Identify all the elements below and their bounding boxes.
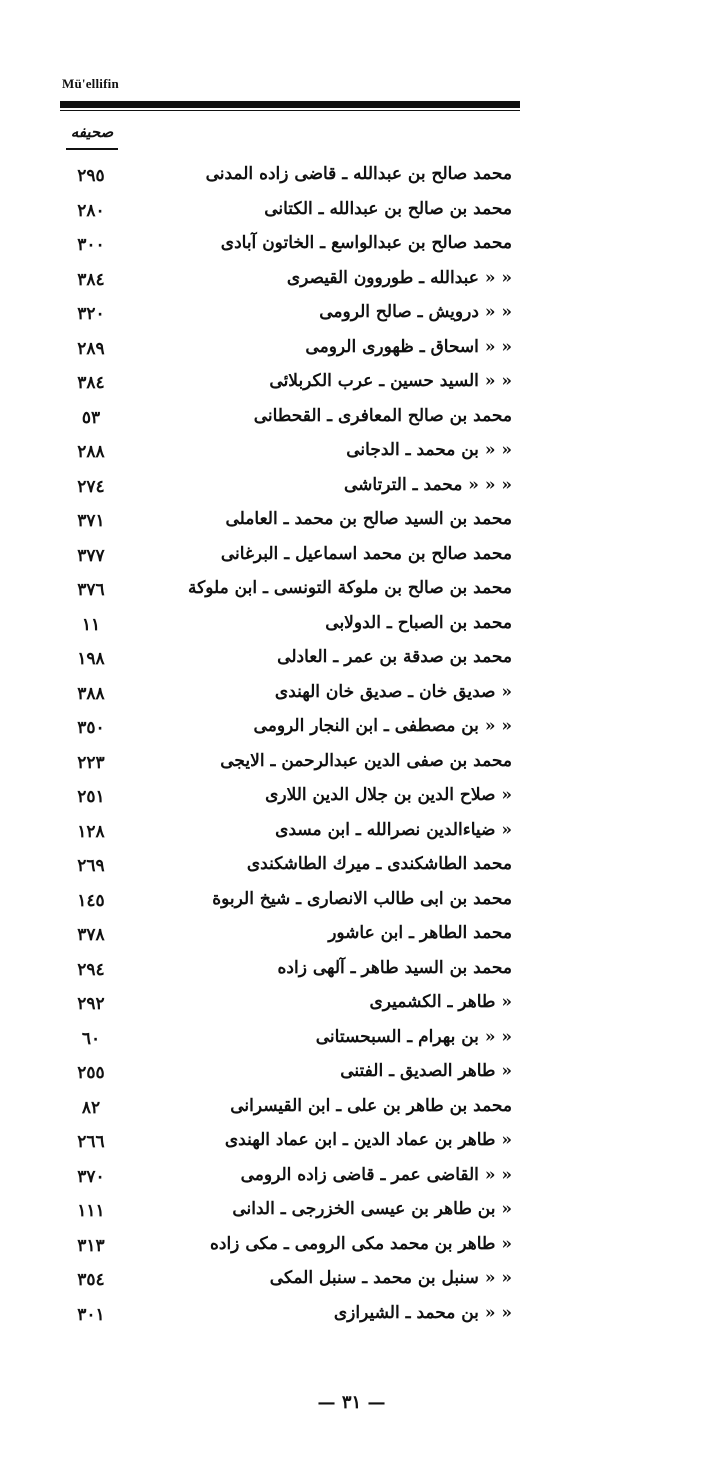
entry-page-number: ١٢٨ bbox=[77, 821, 105, 842]
entry-page-number: ٨٢ bbox=[81, 1097, 101, 1118]
header-rule-thick bbox=[60, 101, 520, 108]
index-entry-row bbox=[60, 783, 520, 818]
entry-title: « طاهر ـ الكشميرى bbox=[369, 992, 512, 1012]
entry-title: « طاهر بن عماد الدين ـ ابن عماد الهندى bbox=[224, 1130, 512, 1150]
entry-page-number: ٢٩٤ bbox=[77, 959, 105, 980]
entry-title: « « بن مصطفى ـ ابن النجار الرومى bbox=[253, 716, 512, 736]
entry-title: « « اسحاق ـ ظهورى الرومى bbox=[305, 336, 512, 357]
index-entry-row bbox=[60, 404, 520, 439]
index-entry-row bbox=[60, 749, 520, 784]
index-entry-row bbox=[60, 1266, 520, 1301]
entry-page-number: ٣١٣ bbox=[77, 1235, 105, 1256]
entry-page-number: ٣٠١ bbox=[77, 1304, 105, 1325]
entry-title: « « « محمد ـ الترتاشى bbox=[343, 474, 512, 495]
index-entry-row bbox=[60, 473, 520, 508]
entry-title: « صديق خان ـ صديق خان الهندى bbox=[274, 681, 512, 702]
entry-title: « « سنبل بن محمد ـ سنبل المكى bbox=[269, 1268, 512, 1288]
index-entry-row bbox=[60, 1059, 520, 1094]
entry-page-number: ٣٧٦ bbox=[77, 580, 105, 600]
entry-page-number: ٥٣ bbox=[81, 407, 101, 428]
entry-title: « « القاضى عمر ـ قاضى زاده الرومى bbox=[240, 1164, 512, 1185]
entry-page-number: ١١١ bbox=[77, 1201, 105, 1221]
entry-page-number: ٢٢٣ bbox=[77, 752, 105, 773]
index-entry-row bbox=[60, 645, 520, 680]
entry-title: محمد بن صالح بن عبدالله ـ الكتانى bbox=[264, 198, 512, 219]
page-column-label: صحيفه bbox=[70, 123, 114, 141]
index-entry-row bbox=[60, 1163, 520, 1198]
entry-title: محمد بن صالح بن ملوكة التونسى ـ ابن ملوكة bbox=[188, 578, 512, 598]
page-number-footer: — ٣١ — bbox=[317, 1392, 386, 1413]
entry-title: « « بن بهرام ـ السبحستانى bbox=[315, 1026, 512, 1047]
entry-title: « « بن محمد ـ الدجانى bbox=[346, 440, 512, 460]
entry-page-number: ٢٦٩ bbox=[77, 856, 105, 876]
entry-page-number: ٢٨٠ bbox=[77, 200, 105, 221]
entry-page-number: ٢٥٥ bbox=[77, 1063, 105, 1083]
index-entry-row bbox=[60, 611, 520, 646]
entry-title: « « عبدالله ـ طوروون القيصرى bbox=[286, 267, 512, 288]
entry-title: محمد صالح بن عبدالله ـ قاضى زاده المدنى bbox=[205, 164, 512, 184]
index-entry-row bbox=[60, 507, 520, 542]
index-entry-row bbox=[60, 887, 520, 922]
index-entry-row bbox=[60, 197, 520, 232]
index-entry-row bbox=[60, 921, 520, 956]
entry-page-number: ٢٨٨ bbox=[77, 442, 105, 462]
entry-title: « « السيد حسين ـ عرب الكربلائى bbox=[269, 371, 512, 391]
index-entry-row bbox=[60, 231, 520, 266]
index-entry-row bbox=[60, 576, 520, 611]
entry-page-number: ٣٧١ bbox=[77, 511, 105, 531]
entry-title: محمد بن صالح المعافرى ـ القحطانى bbox=[253, 405, 512, 426]
index-entry-row bbox=[60, 1094, 520, 1129]
entry-page-number: ٣٧٧ bbox=[77, 545, 105, 566]
entry-title: « طاهر الصديق ـ الفتنى bbox=[340, 1061, 512, 1081]
index-entry-row bbox=[60, 1025, 520, 1060]
entry-title: محمد صالح بن عبدالواسع ـ الخاتون آبادى bbox=[220, 233, 512, 253]
entry-page-number: ٣٧٠ bbox=[77, 1166, 105, 1187]
index-entry-row bbox=[60, 680, 520, 715]
entry-title: محمد بن ابى طالب الانصارى ـ شيخ الربوة bbox=[212, 888, 512, 909]
entry-title: « بن طاهر بن عيسى الخزرجى ـ الدانى bbox=[232, 1199, 512, 1219]
index-entries bbox=[60, 162, 520, 1335]
entry-title: محمد بن السيد طاهر ـ آلهى زاده bbox=[277, 957, 512, 978]
index-entry-row bbox=[60, 956, 520, 991]
index-entry-row bbox=[60, 852, 520, 887]
entry-page-number: ٢٥١ bbox=[77, 787, 105, 807]
index-entry-row bbox=[60, 162, 520, 197]
entry-page-number: ٣٨٨ bbox=[77, 683, 105, 704]
entry-title: « صلاح الدين بن جلال الدين اللارى bbox=[265, 785, 512, 805]
index-entry-row bbox=[60, 266, 520, 301]
entry-page-number: ٢٩٢ bbox=[77, 994, 105, 1014]
index-entry-row bbox=[60, 714, 520, 749]
entry-page-number: ٣٠٠ bbox=[77, 235, 105, 255]
entry-title: « « بن محمد ـ الشيرازى bbox=[333, 1302, 512, 1323]
running-head: Mü'ellifin bbox=[62, 76, 119, 91]
index-entry-row bbox=[60, 438, 520, 473]
entry-title: محمد بن صدقة بن عمر ـ العادلى bbox=[277, 647, 512, 667]
index-entry-row bbox=[60, 542, 520, 577]
entry-title: « طاهر بن محمد مكى الرومى ـ مكى زاده bbox=[209, 1233, 512, 1254]
entry-title: محمد بن طاهر بن على ـ ابن القيسرانى bbox=[230, 1095, 512, 1116]
entry-page-number: ٣٢٠ bbox=[77, 304, 105, 324]
entry-page-number: ٣٨٤ bbox=[77, 373, 105, 393]
entry-title: محمد بن الصباح ـ الدولابى bbox=[325, 612, 512, 633]
entry-title: محمد صالح بن محمد اسماعيل ـ البرغانى bbox=[220, 543, 512, 564]
entry-page-number: ٢٧٤ bbox=[77, 476, 105, 497]
entry-title: « ضياءالدين نصرالله ـ ابن مسدى bbox=[275, 819, 512, 840]
entry-page-number: ١٤٥ bbox=[77, 890, 105, 911]
entry-page-number: ٣٨٤ bbox=[77, 269, 105, 290]
index-entry-row bbox=[60, 1232, 520, 1267]
entry-title: محمد الطاهر ـ ابن عاشور bbox=[328, 923, 512, 943]
entry-page-number: ٣٥٠ bbox=[77, 718, 105, 738]
entry-page-number: ٢٨٩ bbox=[77, 338, 105, 359]
index-entry-row bbox=[60, 335, 520, 370]
entry-page-number: ٢٦٦ bbox=[77, 1132, 105, 1152]
index-entry-row bbox=[60, 1301, 520, 1336]
index-entry-row bbox=[60, 1128, 520, 1163]
index-entry-row bbox=[60, 300, 520, 335]
entry-page-number: ٣٥٤ bbox=[77, 1270, 105, 1290]
index-entry-row bbox=[60, 1197, 520, 1232]
entry-title: محمد الطاشكندى ـ ميرك الطاشكندى bbox=[246, 854, 512, 874]
index-entry-row bbox=[60, 818, 520, 853]
index-entry-row bbox=[60, 369, 520, 404]
entry-page-number: ١٩٨ bbox=[77, 649, 105, 669]
entry-title: محمد بن صفى الدين عبدالرحمن ـ الايجى bbox=[220, 750, 512, 771]
index-entry-row bbox=[60, 990, 520, 1025]
entry-page-number: ٦٠ bbox=[81, 1028, 101, 1049]
column-label-underline bbox=[66, 148, 118, 150]
entry-title: محمد بن السيد صالح بن محمد ـ العاملى bbox=[225, 509, 512, 529]
entry-page-number: ٢٩٥ bbox=[77, 166, 105, 186]
entry-title: « « درويش ـ صالح الرومى bbox=[319, 302, 512, 322]
header-rule-thin bbox=[60, 110, 520, 111]
entry-page-number: ٣٧٨ bbox=[77, 925, 105, 945]
entry-page-number: ١١ bbox=[81, 614, 101, 635]
